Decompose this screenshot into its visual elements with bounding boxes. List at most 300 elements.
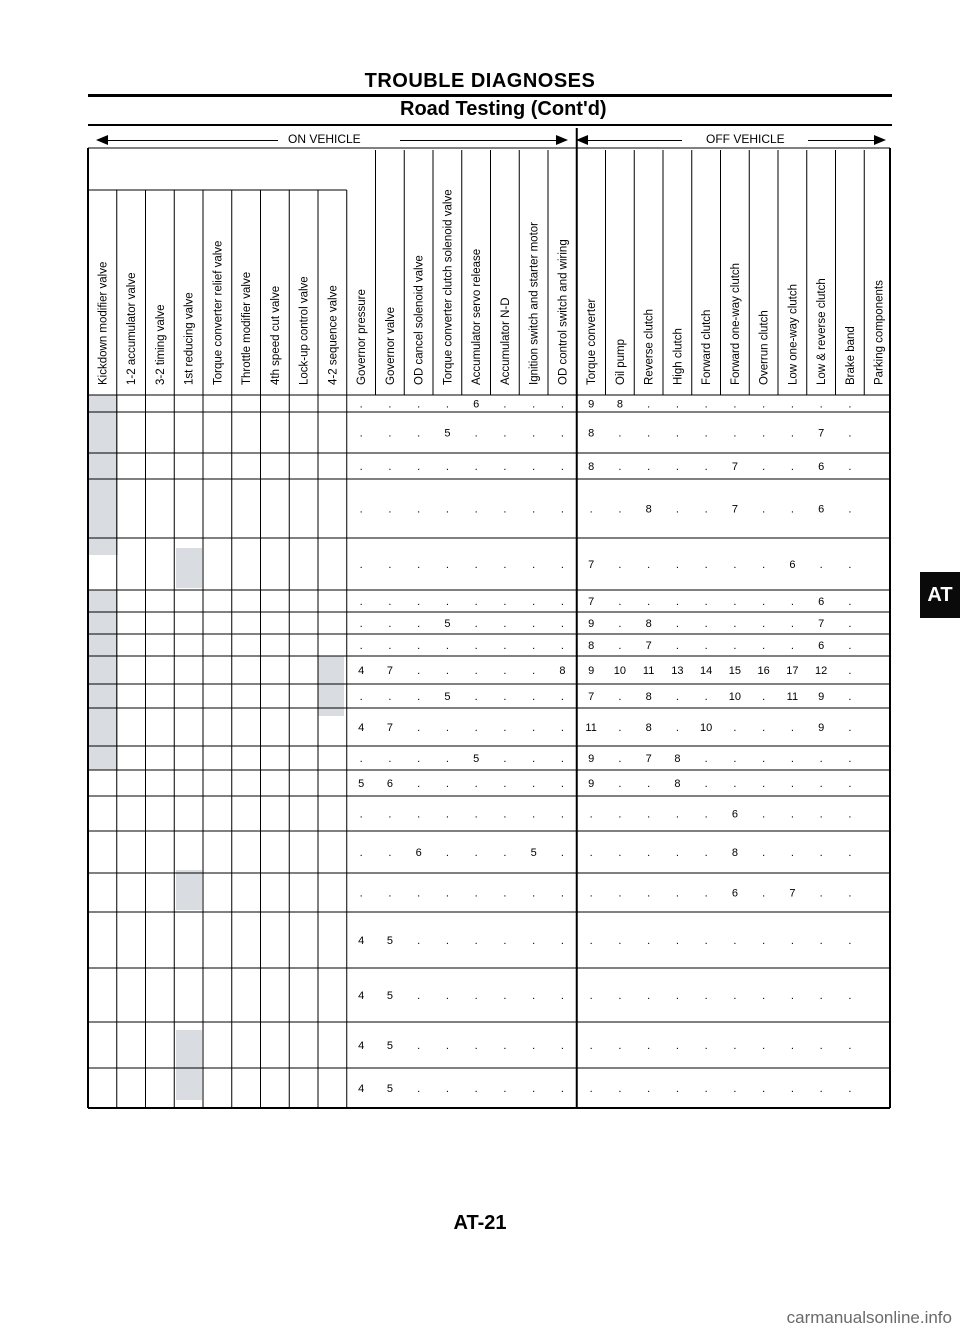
table-cell: . <box>532 990 536 1002</box>
page-subtitle: Road Testing (Cont'd) <box>400 98 607 120</box>
table-cell: . <box>445 640 449 652</box>
table-cell: . <box>704 398 708 411</box>
table-cell: . <box>445 398 449 411</box>
table-cell: . <box>589 808 593 821</box>
table-cell: . <box>445 990 449 1002</box>
table-cell: . <box>359 691 363 703</box>
table-cell: . <box>618 990 622 1002</box>
column-label: 4-2 sequence valve <box>327 285 340 385</box>
table-cell: . <box>445 753 449 765</box>
table-cell: . <box>675 887 679 900</box>
table-cell: . <box>675 398 679 411</box>
table-cell: . <box>532 640 536 652</box>
table-cell: . <box>647 887 651 900</box>
table-cell: . <box>790 1040 794 1052</box>
table-cell: . <box>819 887 823 900</box>
table-cell: . <box>848 1083 852 1095</box>
table-cell: . <box>762 990 766 1002</box>
table-cell: 5 <box>386 1040 393 1052</box>
table-cell: . <box>848 753 852 765</box>
column-label: 1-2 accumulator valve <box>126 272 139 385</box>
table-cell: . <box>359 753 363 765</box>
table-cell: 7 <box>789 887 796 900</box>
table-cell: . <box>848 722 852 734</box>
table-cell: . <box>388 427 392 440</box>
table-cell: 7 <box>588 691 595 703</box>
table-cell: . <box>762 398 766 411</box>
table-cell: . <box>388 461 392 473</box>
table-cell: . <box>762 559 766 571</box>
table-cell: . <box>560 503 564 516</box>
table-cell: . <box>819 847 823 859</box>
table-cell: . <box>560 691 564 703</box>
table-grid-lines <box>88 128 890 1108</box>
column-label: Governor pressure <box>356 289 369 385</box>
table-shading <box>88 395 344 1100</box>
table-cell: . <box>647 935 651 947</box>
table-cell: . <box>532 461 536 473</box>
table-cell: . <box>503 461 507 473</box>
table-cell: . <box>762 935 766 947</box>
table-cell: . <box>618 778 622 790</box>
table-cell: . <box>388 691 392 703</box>
table-cell: . <box>762 887 766 900</box>
table-cell: . <box>560 618 564 630</box>
table-cell: . <box>532 722 536 734</box>
shade-patch <box>318 656 344 716</box>
table-cell: . <box>618 808 622 821</box>
table-cell: . <box>445 935 449 947</box>
table-cell: 8 <box>645 618 652 630</box>
table-cell: . <box>532 753 536 765</box>
table-cell: . <box>445 503 449 516</box>
table-cell: 7 <box>645 640 652 652</box>
table-cell: 10 <box>728 691 741 703</box>
table-cell: . <box>388 808 392 821</box>
table-cell: . <box>819 753 823 765</box>
table-cell: . <box>733 722 737 734</box>
table-cell: . <box>704 1083 708 1095</box>
table-cell: . <box>790 640 794 652</box>
table-cell: . <box>503 935 507 947</box>
table-cell: . <box>388 618 392 630</box>
table-cell: . <box>417 596 421 608</box>
table-cell: . <box>848 778 852 790</box>
table-cell: . <box>762 753 766 765</box>
table-cell: . <box>388 596 392 608</box>
table-cell: . <box>675 935 679 947</box>
table-cell: . <box>848 427 852 440</box>
table-cell: . <box>618 722 622 734</box>
table-cell: . <box>647 990 651 1002</box>
table-cell: . <box>474 935 478 947</box>
table-cell: . <box>762 618 766 630</box>
table-cell: 17 <box>786 665 799 677</box>
table-cell: . <box>474 1040 478 1052</box>
column-label: Overrun clutch <box>758 310 771 385</box>
column-label: Ignition switch and starter motor <box>528 222 541 385</box>
table-cell: . <box>359 427 363 440</box>
column-label: Torque converter relief valve <box>212 240 225 385</box>
column-label: Forward one-way clutch <box>729 262 742 385</box>
column-label: Brake band <box>844 326 857 385</box>
table-cell: 5 <box>386 990 393 1002</box>
table-cell: . <box>417 753 421 765</box>
table-cell: . <box>474 778 478 790</box>
table-cell: . <box>445 1083 449 1095</box>
table-cell: . <box>532 887 536 900</box>
table-cell: . <box>790 596 794 608</box>
table-cell: . <box>445 887 449 900</box>
table-cell: . <box>675 427 679 440</box>
table-cell: 11 <box>642 665 655 677</box>
table-cell: . <box>848 559 852 571</box>
table-cell: . <box>618 753 622 765</box>
table-cell: . <box>675 691 679 703</box>
table-cell: . <box>790 990 794 1002</box>
table-cell: . <box>647 427 651 440</box>
table-cell: . <box>790 847 794 859</box>
table-cell: 5 <box>444 618 451 630</box>
table-cell: . <box>675 847 679 859</box>
table-cell: . <box>848 665 852 677</box>
table-cell: 9 <box>818 722 825 734</box>
table-cell: . <box>790 461 794 473</box>
table-cell: 4 <box>358 665 365 677</box>
column-label: Low & reverse clutch <box>816 278 829 385</box>
table-cell: . <box>560 990 564 1002</box>
table-cell: . <box>589 1083 593 1095</box>
table-cell: 8 <box>588 427 595 440</box>
table-cell: 8 <box>645 691 652 703</box>
table-cell: . <box>618 559 622 571</box>
table-cell: . <box>618 847 622 859</box>
table-cell: . <box>532 691 536 703</box>
table-cell: . <box>359 808 363 821</box>
table-cell: . <box>560 778 564 790</box>
table-cell: 6 <box>731 887 738 900</box>
watermark: carmanualsonline.info <box>786 1308 952 1327</box>
table-cell: . <box>589 847 593 859</box>
table-cell: . <box>790 753 794 765</box>
table-cell: . <box>647 398 651 411</box>
table-cell: . <box>790 398 794 411</box>
table-cell: . <box>388 847 392 859</box>
shade-patch <box>176 548 202 588</box>
table-cell: . <box>790 808 794 821</box>
table-cell: . <box>474 427 478 440</box>
table-cell: . <box>675 559 679 571</box>
table-cell: . <box>647 808 651 821</box>
table-cell: . <box>560 398 564 411</box>
table-cell: . <box>848 887 852 900</box>
table-cell: . <box>445 596 449 608</box>
table-cell: . <box>417 990 421 1002</box>
table-cell: 8 <box>731 847 738 859</box>
table-cell: 7 <box>386 722 393 734</box>
table-cell: 4 <box>358 1083 365 1095</box>
table-cell: . <box>762 722 766 734</box>
table-cell: . <box>675 596 679 608</box>
table-cell: 5 <box>530 847 537 859</box>
table-cell: . <box>388 640 392 652</box>
table-cell: . <box>848 1040 852 1052</box>
table-cell: . <box>503 778 507 790</box>
table-cell: . <box>589 503 593 516</box>
column-label: Forward clutch <box>701 309 714 385</box>
table-cell: . <box>417 887 421 900</box>
table-cell: . <box>819 398 823 411</box>
table-cell: . <box>417 618 421 630</box>
table-cell: . <box>704 618 708 630</box>
table-cell: . <box>848 691 852 703</box>
table-cell: 6 <box>818 503 825 516</box>
table-cell: 5 <box>358 778 365 790</box>
table-cell: . <box>704 778 708 790</box>
table-cell: . <box>848 935 852 947</box>
table-cell: . <box>560 847 564 859</box>
column-label: Reverse clutch <box>643 308 656 385</box>
table-cell: 7 <box>731 461 738 473</box>
column-label: Lock-up control valve <box>298 276 311 385</box>
table-cell: . <box>762 461 766 473</box>
table-cell: . <box>445 1040 449 1052</box>
table-cell: 11 <box>786 691 799 703</box>
table-cell: . <box>503 427 507 440</box>
table-cell: . <box>618 461 622 473</box>
table-cell: . <box>733 990 737 1002</box>
table-cell: 10 <box>700 722 713 734</box>
table-cell: . <box>819 990 823 1002</box>
table-cell: . <box>762 808 766 821</box>
table-cell: . <box>819 935 823 947</box>
table-cell: . <box>560 753 564 765</box>
table-cell: . <box>503 691 507 703</box>
table-cell: . <box>474 461 478 473</box>
table-cell: . <box>848 640 852 652</box>
table-cell: . <box>589 935 593 947</box>
table-cell: . <box>560 596 564 608</box>
table-cell: . <box>618 887 622 900</box>
table-cell: . <box>790 935 794 947</box>
table-cell: . <box>762 1083 766 1095</box>
table-cell: . <box>704 1040 708 1052</box>
table-cell: . <box>474 990 478 1002</box>
table-cell: . <box>848 503 852 516</box>
table-cell: . <box>733 753 737 765</box>
table-cell: . <box>417 398 421 411</box>
table-cell: . <box>503 596 507 608</box>
table-cell: 8 <box>674 778 681 790</box>
table-cell: . <box>819 808 823 821</box>
table-cell: . <box>359 559 363 571</box>
table-cell: . <box>503 847 507 859</box>
section-tab: AT <box>920 572 960 618</box>
table-cell: . <box>848 596 852 608</box>
table-cell: . <box>733 1040 737 1052</box>
table-cell: . <box>762 1040 766 1052</box>
table-cell: . <box>762 691 766 703</box>
table-cell: . <box>704 990 708 1002</box>
table-cell: . <box>675 808 679 821</box>
table-cell: 12 <box>815 665 828 677</box>
table-cell: . <box>474 503 478 516</box>
table-cell: . <box>733 640 737 652</box>
table-cell: . <box>532 665 536 677</box>
table-cell: . <box>532 618 536 630</box>
table-cell: . <box>675 722 679 734</box>
table-cell: 13 <box>671 665 684 677</box>
table-cell: . <box>532 1083 536 1095</box>
table-cell: . <box>704 887 708 900</box>
column-label: 1st reducing valve <box>183 292 196 385</box>
table-cell: . <box>532 935 536 947</box>
table-cell: . <box>417 808 421 821</box>
table-cell: . <box>762 847 766 859</box>
table-cell: . <box>474 559 478 571</box>
table-cell: . <box>417 559 421 571</box>
table-cell: . <box>417 665 421 677</box>
table-cell: . <box>733 427 737 440</box>
table-cell: . <box>503 887 507 900</box>
table-cell: . <box>359 461 363 473</box>
table-cell: 6 <box>818 461 825 473</box>
column-label: 3-2 timing valve <box>154 304 167 385</box>
table-cell: . <box>618 596 622 608</box>
table-cell: . <box>704 461 708 473</box>
table-cell: . <box>618 503 622 516</box>
table-cell: . <box>733 1083 737 1095</box>
table-cell: . <box>704 559 708 571</box>
table-cell: . <box>503 398 507 411</box>
table-cell: 11 <box>585 722 597 734</box>
table-cell: . <box>388 559 392 571</box>
table-cell: . <box>532 503 536 516</box>
table-cell: . <box>532 559 536 571</box>
table-cell: 4 <box>358 935 365 947</box>
table-cell: . <box>474 691 478 703</box>
column-label: Accumulator N-D <box>499 297 512 385</box>
table-cell: 8 <box>645 722 652 734</box>
table-cell: . <box>762 596 766 608</box>
table-cell: 7 <box>731 503 738 516</box>
table-cell: . <box>532 596 536 608</box>
table-cell: . <box>675 640 679 652</box>
table-cell: 7 <box>588 596 595 608</box>
table-cell: . <box>848 618 852 630</box>
table-cell: . <box>704 935 708 947</box>
table-cell: . <box>618 1040 622 1052</box>
table-cell: . <box>445 847 449 859</box>
shade-patch <box>88 590 118 770</box>
table-cell: . <box>503 808 507 821</box>
table-cell: 7 <box>818 618 825 630</box>
shade-patch <box>176 1030 202 1100</box>
table-cell: . <box>417 427 421 440</box>
table-cell: 16 <box>757 665 770 677</box>
table-cell: . <box>417 640 421 652</box>
table-cell: . <box>675 618 679 630</box>
table-cell: . <box>445 778 449 790</box>
table-cell: . <box>704 640 708 652</box>
table-cell: . <box>445 665 449 677</box>
table-cell: . <box>388 753 392 765</box>
table-cell: . <box>647 596 651 608</box>
table-cell: . <box>388 887 392 900</box>
table-cell: 8 <box>674 753 681 765</box>
table-cell: . <box>790 618 794 630</box>
table-cell: . <box>762 503 766 516</box>
table-cell: . <box>560 427 564 440</box>
table-cell: 14 <box>700 665 713 677</box>
table-cell: . <box>848 990 852 1002</box>
table-cell: . <box>359 640 363 652</box>
table-cell: . <box>733 398 737 411</box>
table-cell: . <box>675 503 679 516</box>
table-cell: . <box>675 461 679 473</box>
table-cell: 8 <box>588 640 595 652</box>
table-cell: . <box>474 847 478 859</box>
table-cell: 8 <box>645 503 652 516</box>
table-cell: . <box>359 887 363 900</box>
table-cell: . <box>474 722 478 734</box>
table-cell: 5 <box>444 691 451 703</box>
table-cell: 8 <box>616 398 623 411</box>
table-cell: . <box>532 398 536 411</box>
table-cell: . <box>733 935 737 947</box>
table-cell: 10 <box>613 665 626 677</box>
table-cell: 7 <box>588 559 595 571</box>
table-cell: . <box>762 778 766 790</box>
table-cell: . <box>618 427 622 440</box>
table-cell: . <box>819 559 823 571</box>
table-cell: . <box>560 640 564 652</box>
table-cell: . <box>647 1040 651 1052</box>
table-cell: 7 <box>818 427 825 440</box>
table-cell: . <box>848 398 852 411</box>
table-cell: . <box>647 559 651 571</box>
table-cell: . <box>503 1083 507 1095</box>
table-cell: . <box>819 1083 823 1095</box>
table-cell: . <box>819 778 823 790</box>
table-cell: . <box>647 461 651 473</box>
column-label: Low one-way clutch <box>787 284 800 385</box>
table-cell: . <box>560 559 564 571</box>
table-cell: . <box>704 503 708 516</box>
table-cell: 6 <box>818 640 825 652</box>
table-cell: . <box>503 1040 507 1052</box>
table-cell: . <box>618 935 622 947</box>
table-cell: . <box>848 847 852 859</box>
table-cell: . <box>359 596 363 608</box>
table-cell: 5 <box>473 753 480 765</box>
table-cell: . <box>790 722 794 734</box>
table-cell: 9 <box>588 398 595 411</box>
table-cell: . <box>647 847 651 859</box>
table-cell: . <box>733 618 737 630</box>
column-label: Accumulator servo release <box>471 248 484 385</box>
table-cell: . <box>417 1040 421 1052</box>
table-cell: . <box>560 1040 564 1052</box>
shade-patch <box>176 870 202 910</box>
table-cell: . <box>848 808 852 821</box>
table-cell: . <box>445 559 449 571</box>
table-cell: . <box>704 596 708 608</box>
table-cell: . <box>560 722 564 734</box>
table-cell: . <box>618 618 622 630</box>
table-cell: 8 <box>559 665 566 677</box>
table-cell: . <box>704 753 708 765</box>
